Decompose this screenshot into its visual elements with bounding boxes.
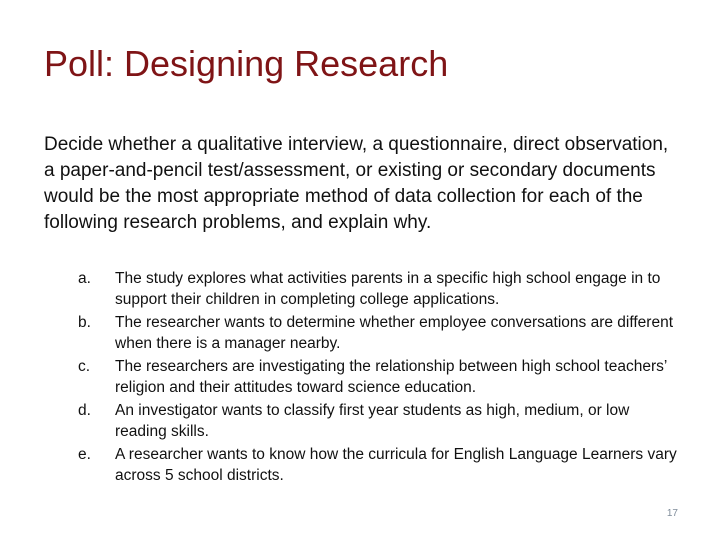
list-item-text: An investigator wants to classify first year students as high, medium, or low reading skills. xyxy=(115,402,630,440)
list-marker: c. xyxy=(78,358,91,375)
list-item-text: A researcher wants to know how the curricula for English Language Learners vary across 5 school districts. xyxy=(115,446,677,484)
list-item xyxy=(78,400,678,442)
list-item xyxy=(78,268,678,310)
list-item-text: The researchers are investigating the relationship between high school teachers’ religion and their attitudes toward science education. xyxy=(115,358,667,396)
research-problem-list xyxy=(78,268,678,488)
intro-paragraph: Decide whether a qualitative interview, a questionnaire, direct observation, a paper-and-pencil test/assessment, or existing or secondary documents would be the most appropriate method of data collection for each of the following research problems, and explain why. xyxy=(44,134,669,233)
slide-title: Poll: Designing Research xyxy=(44,43,449,84)
list-item xyxy=(78,356,678,398)
page-number: 17 xyxy=(666,508,678,519)
list-item xyxy=(78,444,678,486)
list-marker: e. xyxy=(78,446,91,463)
list-marker: b. xyxy=(78,314,91,331)
list-item-text: The study explores what activities parents in a specific high school engage in to support their children in completing college applications. xyxy=(115,270,661,308)
list-marker: a. xyxy=(78,270,91,287)
list-marker: d. xyxy=(78,402,91,419)
list-item xyxy=(78,312,678,354)
list-item-text: The researcher wants to determine whether employee conversations are different when there is a manager nearby. xyxy=(115,314,674,352)
